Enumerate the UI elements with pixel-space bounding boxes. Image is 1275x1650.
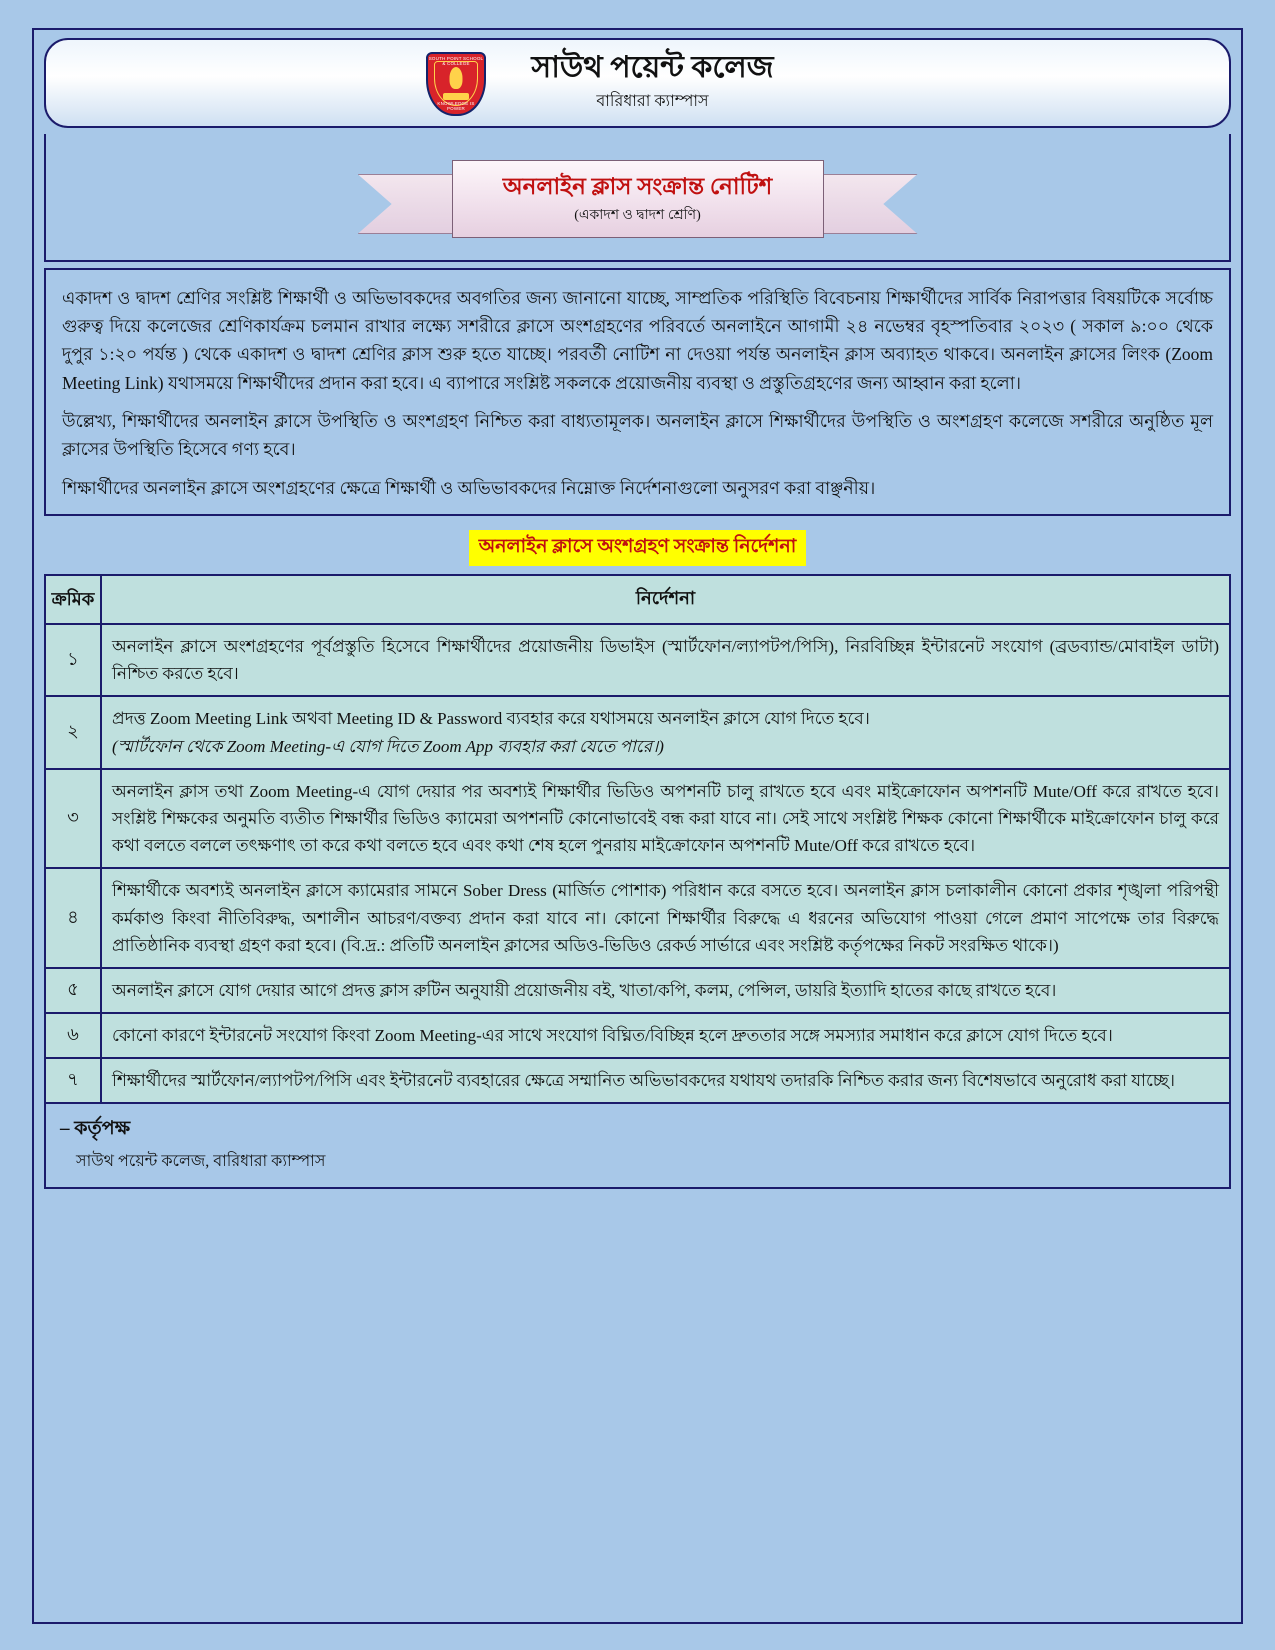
row-serial: ৭: [45, 1058, 101, 1103]
row-instruction-text: কোনো কারণে ইন্টারনেট সংযোগ কিংবা Zoom Meeting-এর সাথে সংযোগ বিঘ্নিত/বিচ্ছিন্ন হলে দ্রুততার সঙ্গে সমস্যার সমাধান করে ক্লাসে যোগ দিতে হবে।: [112, 1026, 1113, 1046]
row-instruction: [101, 696, 1230, 768]
row-instruction-text: শিক্ষার্থীকে অবশ্যই অনলাইন ক্লাসে ক্যামেরার সামনে Sober Dress (মার্জিত পোশাক) পরিধান করে বসতে হবে। অনলাইন ক্লাস চলাকালীন কোনো প্রকার শৃঙ্খলা পরিপন্থী কর্মকাণ্ড কিংবা নীতিবিরুদ্ধ, অশালীন আচরণ/বক্তব্য প্রদান করা যাবে না। কোনো শিক্ষার্থীর বিরুদ্ধে এ ধরনের অভিযোগ পাওয়া গেলে প্রমাণ সাপেক্ষে তার বিরুদ্ধে প্রাতিষ্ঠানিক ব্যবস্থা গ্রহণ করা হবে। (বি.দ্র.: প্রতিটি অনলাইন ক্লাসের অডিও-ভিডিও রেকর্ড সার্ভারে এবং সংশ্লিষ্ট কর্তৃপক্ষের নিকট সংরক্ষিত থাকে।): [112, 881, 1219, 955]
college-logo: [426, 52, 486, 114]
column-header-instruction: নির্দেশনা: [101, 575, 1230, 624]
row-instruction-text: শিক্ষার্থীদের স্মার্টফোন/ল্যাপটপ/পিসি এবং ইন্টারনেট ব্যবহারের ক্ষেত্রে সম্মানিত অভিভাবকদের যথাযথ তদারকি নিশ্চিত করার জন্য বিশেষভাবে অনুরোধ করা যাচ্ছে।: [112, 1071, 1175, 1091]
body-paragraph-2: উল্লেখ্য, শিক্ষার্থীদের অনলাইন ক্লাসে উপস্থিতি ও অংশগ্রহণ নিশ্চিত করা বাধ্যতামূলক। অনলাইন ক্লাসে শিক্ষার্থীদের উপস্থিতি ও অংশগ্রহণ কলেজে সশরীরে অনুষ্ঠিত মূল ক্লাসের উপস্থিতি হিসেবে গণ্য হবে।: [62, 410, 1213, 460]
ribbon-center: [452, 160, 824, 238]
notice-subtitle: (একাদশ ও দ্বাদশ শ্রেণি): [574, 207, 701, 223]
row-serial: ৫: [45, 968, 101, 1013]
ribbon: [358, 160, 918, 238]
logo-flame-icon: [450, 67, 463, 89]
notice-title: অনলাইন ক্লাস সংক্রান্ত নোটিশ: [502, 174, 773, 199]
row-instruction-note: (স্মার্টফোন থেকে Zoom Meeting-এ যোগ দিতে Zoom App ব্যবহার করা যেতে পারে।): [112, 736, 664, 756]
guidelines-heading: অনলাইন ক্লাসে অংশগ্রহণ সংক্রান্ত নির্দেশনা: [469, 530, 807, 566]
table-row: [45, 1058, 1230, 1103]
table-row: [45, 1013, 1230, 1058]
row-instruction-text: অনলাইন ক্লাস তথা Zoom Meeting-এ যোগ দেয়ার পর অবশ্যই শিক্ষার্থীর ভিডিও অপশনটি চালু রাখতে হবে এবং মাইক্রোফোন অপশনটি Mute/Off করে রাখতে হবে। সংশ্লিষ্ট শিক্ষকের অনুমতি ব্যতীত শিক্ষার্থীর ভিডিও ক্যামেরা অপশনটি কোনোভাবেই বন্ধ করা যাবে না। সেই সাথে সংশ্লিষ্ট শিক্ষক কোনো শিক্ষার্থীকে মাইক্রোফোন চালু করে কথা বলতে বললে তৎক্ষণাৎ তা করে কথা বলতে হবে এবং কথা শেষ হলে পুনরায় মাইক্রোফোন অপশনটি Mute/Off করে রাখতে হবে।: [112, 781, 1219, 856]
row-instruction: [101, 769, 1230, 869]
document-footer: [44, 1104, 1231, 1189]
document-frame: [32, 28, 1243, 1624]
column-header-sl: ক্রমিক: [45, 575, 101, 624]
row-serial: ২: [45, 696, 101, 768]
logo-bottom-text: KNOWLEDGE IS POWER: [437, 101, 475, 111]
authority-label: – কর্তৃপক্ষ: [60, 1118, 131, 1140]
notice-banner-section: [44, 134, 1231, 262]
row-serial: ৩: [45, 769, 101, 869]
authority-sub-label: সাউথ পয়েন্ট কলেজ, বারিধারা ক্যাম্পাস: [76, 1153, 326, 1171]
document-header: [44, 38, 1231, 128]
campus-name: বারিধারা ক্যাম্পাস: [596, 93, 709, 110]
row-instruction-text: অনলাইন ক্লাসে যোগ দেয়ার আগে প্রদত্ত ক্লাস রুটিন অনুযায়ী প্রয়োজনীয় বই, খাতা/কপি, কলম, পেন্সিল, ডায়রি ইত্যাদি হাতের কাছে রাখতে হবে।: [112, 980, 1057, 1000]
body-paragraph-1: একাদশ ও দ্বাদশ শ্রেণির সংশ্লিষ্ট শিক্ষার্থী ও অভিভাবকদের অবগতির জন্য জানানো যাচ্ছে, সাম্প্রতিক পরিস্থিতি বিবেচনায় শিক্ষার্থীদের সার্বিক নিরাপত্তার বিষয়টিকে সর্বোচ্চ গুরুত্ব দিয়ে কলেজের শ্রেণিকার্যক্রম চলমান রাখার লক্ষ্যে সশরীরে ক্লাসে অংশগ্রহণের পরিবর্তে অনলাইনে আগামী ২৪ নভেম্বর বৃহস্পতিবার ২০২৩ ( সকাল ৯:০০ থেকে দুপুর ১:২০ পর্যন্ত ) থেকে একাদশ ও দ্বাদশ শ্রেণির ক্লাস শুরু হতে যাচ্ছে। পরবর্তী নোটিশ না দেওয়া পর্যন্ত অনলাইন ক্লাস অব্যাহত থাকবে। অনলাইন ক্লাসের লিংক (Zoom Meeting Link) যথাসময়ে শিক্ষার্থীদের প্রদান করা হবে। এ ব্যাপারে সংশ্লিষ্ট সকলকে প্রয়োজনীয় ব্যবস্থা ও প্রস্তুতিগ্রহণের জন্য আহ্বান করা হলো।: [62, 287, 1213, 393]
guidelines-heading-wrap: [44, 524, 1231, 574]
logo-top-text: SOUTH POINT SCHOOL & COLLEGE: [428, 56, 484, 66]
row-instruction: [101, 1058, 1230, 1103]
row-instruction-text: প্রদত্ত Zoom Meeting Link অথবা Meeting ID & Password ব্যবহার করে যথাসময়ে অনলাইন ক্লাসে যোগ দিতে হবে।: [112, 709, 870, 729]
table-row: [45, 868, 1230, 968]
row-instruction: [101, 624, 1230, 696]
table-row: [45, 968, 1230, 1013]
guidelines-table: [44, 574, 1231, 1104]
row-serial: ৬: [45, 1013, 101, 1058]
body-paragraph-3: শিক্ষার্থীদের অনলাইন ক্লাসে অংশগ্রহণের ক্ষেত্রে শিক্ষার্থী ও অভিভাবকদের নিম্নোক্ত নির্দেশনাগুলো অনুসরণ করা বাঞ্ছনীয়।: [62, 477, 876, 498]
logo-base-icon: [443, 93, 469, 100]
row-serial: ৪: [45, 868, 101, 968]
logo-shield-icon: [426, 52, 486, 116]
row-instruction: [101, 968, 1230, 1013]
row-instruction: [101, 868, 1230, 968]
table-row: [45, 769, 1230, 869]
notice-body: [44, 268, 1231, 516]
row-serial: ১: [45, 624, 101, 696]
header-text-block: [501, 51, 773, 115]
school-name: সাউথ পয়েন্ট কলেজ: [531, 51, 774, 84]
table-row: [45, 696, 1230, 768]
table-header-row: [45, 575, 1230, 624]
table-row: [45, 624, 1230, 696]
row-instruction: [101, 1013, 1230, 1058]
row-instruction-text: অনলাইন ক্লাসে অংশগ্রহণের পূর্বপ্রস্তুতি হিসেবে শিক্ষার্থীদের প্রয়োজনীয় ডিভাইস (স্মার্টফোন/ল্যাপটপ/পিসি), নিরবিচ্ছিন্ন ইন্টারনেট সংযোগ (ব্রডব্যান্ড/মোবাইল ডাটা) নিশ্চিত করতে হবে।: [112, 637, 1219, 684]
